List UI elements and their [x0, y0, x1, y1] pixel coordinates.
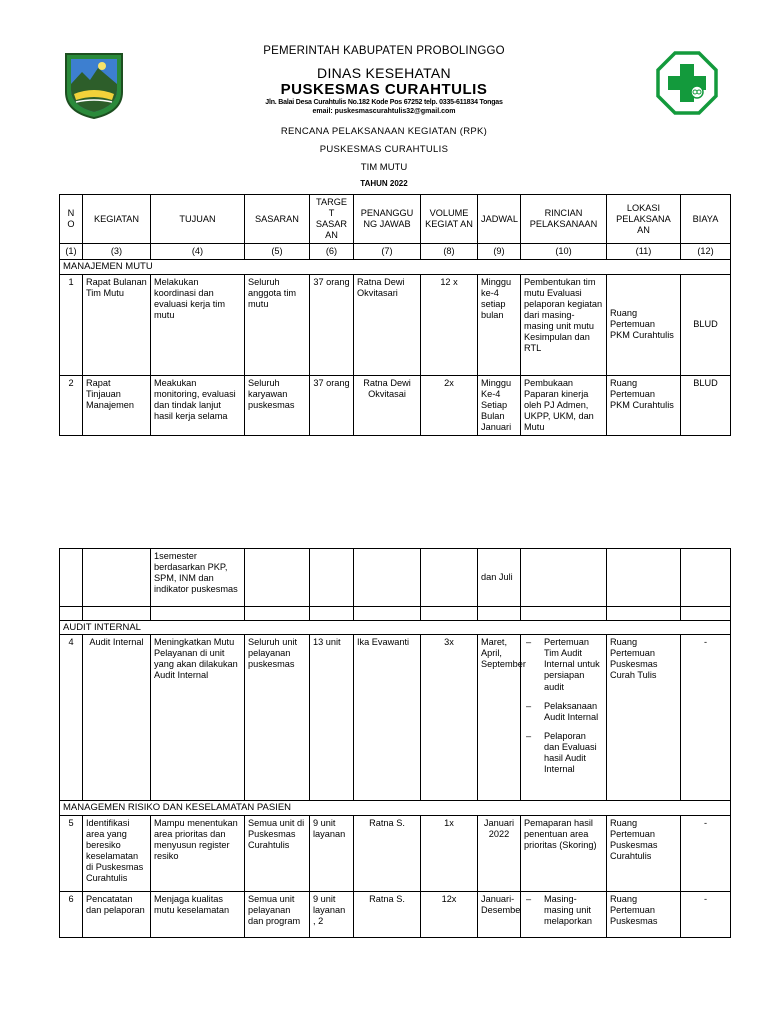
- section-manajemen-mutu: MANAJEMEN MUTU: [60, 260, 731, 274]
- cell-kegiatan: Rapat Tinjauan Manajemen: [83, 375, 151, 435]
- cell-tujuan: Melakukan koordinasi dan evaluasi kerja tim mutu: [151, 274, 245, 375]
- list-item: – Masing-masing unit melaporkan: [524, 894, 603, 927]
- cell-volume: 2x: [421, 375, 478, 435]
- cell-target: 37 orang: [310, 274, 354, 375]
- cell-empty: [354, 549, 421, 607]
- cell-kegiatan: Pencatatan dan pelaporan: [83, 891, 151, 937]
- cell-sasaran: Seluruh anggota tim mutu: [245, 274, 310, 375]
- cell-rincian: [521, 891, 607, 937]
- cell-rincian: Pembentukan tim mutu Evaluasi pelaporan kegiatan dari masing-masing unit mutu Kesimpulan dan RTL: [521, 274, 607, 375]
- colnum: (5): [245, 244, 310, 260]
- cell-empty: [310, 549, 354, 607]
- cell-jadwal: Minggu ke-4 setiap bulan: [478, 274, 521, 375]
- list-item: – Pertemuan Tim Audit Internal untuk persiapan audit: [524, 637, 603, 692]
- doc-subtitle-puskesmas: PUSKESMAS CURAHTULIS: [319, 144, 449, 155]
- cell-tujuan: Menjaga kualitas mutu keselamatan: [151, 891, 245, 937]
- col-no: N O: [60, 195, 83, 244]
- cell-jadwal: Maret, April, September: [478, 635, 521, 801]
- col-lokasi: LOKASI PELAKSANA AN: [607, 195, 681, 244]
- cell-volume: 1x: [421, 815, 478, 891]
- cell-pj: Ratna S.: [354, 815, 421, 891]
- cell-jadwal: Minggu Ke-4 Setiap Bulan Januari: [478, 375, 521, 435]
- doc-subtitle-team: TIM MUTU: [360, 162, 408, 173]
- table-row: [60, 375, 731, 435]
- cell-tujuan: Meningkatkan Mutu Pelayanan di unit yang akan dilakukan Audit Internal: [151, 635, 245, 801]
- cell-no: 1: [60, 274, 83, 375]
- cell-lokasi: Ruang Pertemuan PKM Curahtulis: [607, 274, 681, 375]
- cell-tujuan: 1semester berdasarkan PKP, SPM, INM dan indikator puskesmas: [151, 549, 245, 607]
- table-row: [60, 815, 731, 891]
- cell-biaya: -: [681, 815, 731, 891]
- list-item: – Pelaporan dan Evaluasi hasil Audit Internal: [524, 731, 603, 775]
- cell-sasaran: Semua unit pelayanan dan program: [245, 891, 310, 937]
- cell-tujuan: Meakukan monitoring, evaluasi dan tindak lanjut hasil kerja selama: [151, 375, 245, 435]
- cell-no: 5: [60, 815, 83, 891]
- cell-empty: [607, 549, 681, 607]
- cell-kegiatan: Identifikasi area yang beresiko keselamatan di Puskesmas Curahtulis: [83, 815, 151, 891]
- cell-empty: [521, 549, 607, 607]
- section-row: [60, 260, 731, 274]
- cell-volume: 3x: [421, 635, 478, 801]
- list-item: – Pelaksanaan Audit Internal: [524, 701, 603, 723]
- colnum: (10): [521, 244, 607, 260]
- doc-year: TAHUN 2022: [360, 179, 408, 188]
- cell-volume: 12x: [421, 891, 478, 937]
- col-jadwal: JADWAL: [478, 195, 521, 244]
- cell-empty: [421, 549, 478, 607]
- cell-biaya: -: [681, 635, 731, 801]
- col-target: TARGE T SASAR AN: [310, 195, 354, 244]
- rincian-list: [524, 894, 603, 927]
- colnum: (6): [310, 244, 354, 260]
- cell-jadwal: Januari-Desembe: [478, 891, 521, 937]
- col-penanggung-jawab: PENANGGU NG JAWAB: [354, 195, 421, 244]
- cell-biaya: BLUD: [681, 274, 731, 375]
- cell-biaya: -: [681, 891, 731, 937]
- table-row-empty: [60, 607, 731, 621]
- colnum: (3): [83, 244, 151, 260]
- section-risiko: MANAGEMEN RISIKO DAN KESELAMATAN PASIEN: [60, 801, 731, 815]
- cell-lokasi: Ruang Pertemuan PKM Curahtulis: [607, 375, 681, 435]
- colnum: (8): [421, 244, 478, 260]
- col-sasaran: SASARAN: [245, 195, 310, 244]
- header-line3: PUSKESMAS CURAHTULIS: [280, 81, 488, 98]
- cell-sasaran: Seluruh karyawan puskesmas: [245, 375, 310, 435]
- col-kegiatan: KEGIATAN: [83, 195, 151, 244]
- cell-rincian: Pemaparan hasil penentuan area prioritas (Skoring): [521, 815, 607, 891]
- rpk-table-part1: [59, 194, 731, 436]
- cell-rincian: Pembukaan Paparan kinerja oleh PJ Admen, UKPP, UKM, dan Mutu: [521, 375, 607, 435]
- cell-empty: [245, 549, 310, 607]
- section-row: [60, 621, 731, 635]
- cell-lokasi: Ruang Pertemuan Puskesmas Curahtulis: [607, 815, 681, 891]
- cell-sasaran: Seluruh unit pelayanan puskesmas: [245, 635, 310, 801]
- col-volume: VOLUME KEGIAT AN: [421, 195, 478, 244]
- col-biaya: BIAYA: [681, 195, 731, 244]
- table-row-continuation: [60, 549, 731, 607]
- cell-pj: Ratna Dewi Okvitasai: [354, 375, 421, 435]
- cell-pj: Ratna Dewi Okvitasari: [354, 274, 421, 375]
- cell-empty: [60, 549, 83, 607]
- header-line2: DINAS KESEHATAN: [317, 65, 451, 81]
- cell-jadwal: dan Juli: [478, 549, 521, 607]
- table-header-row: [60, 195, 731, 244]
- cell-kegiatan: Rapat Bulanan Tim Mutu: [83, 274, 151, 375]
- cell-lokasi: Ruang Pertemuan Puskesmas Curah Tulis: [607, 635, 681, 801]
- col-tujuan: TUJUAN: [151, 195, 245, 244]
- cell-no: 2: [60, 375, 83, 435]
- rpk-table-part2: [59, 548, 731, 938]
- doc-title: RENCANA PELAKSANAAN KEGIATAN (RPK): [280, 126, 488, 137]
- cell-target: 9 unit layanan: [310, 815, 354, 891]
- cell-sasaran: Semua unit di Puskesmas Curahtulis: [245, 815, 310, 891]
- cell-biaya: BLUD: [681, 375, 731, 435]
- colnum: (9): [478, 244, 521, 260]
- cell-empty: [681, 549, 731, 607]
- column-number-row: [60, 244, 731, 260]
- cell-no: 4: [60, 635, 83, 801]
- table-row: [60, 891, 731, 937]
- colnum: (12): [681, 244, 731, 260]
- header-email: email: puskesmascurahtulis32@gmail.com: [312, 108, 456, 115]
- colnum: (7): [354, 244, 421, 260]
- header-line1: PEMERINTAH KABUPATEN PROBOLINGGO: [263, 45, 505, 57]
- table-row: [60, 635, 731, 801]
- colnum: (1): [60, 244, 83, 260]
- colnum: (11): [607, 244, 681, 260]
- cell-rincian: [521, 635, 607, 801]
- cell-pj: Ratna S.: [354, 891, 421, 937]
- cell-target: 37 orang: [310, 375, 354, 435]
- table-row: [60, 274, 731, 375]
- cell-tujuan: Mampu menentukan area prioritas dan menyusun register resiko: [151, 815, 245, 891]
- cell-no: 6: [60, 891, 83, 937]
- rincian-list: [524, 637, 603, 774]
- cell-pj: Ika Evawanti: [354, 635, 421, 801]
- colnum: (4): [151, 244, 245, 260]
- cell-jadwal: Januari 2022: [478, 815, 521, 891]
- col-rincian: RINCIAN PELAKSANAAN: [521, 195, 607, 244]
- cell-target: 9 unit layanan , 2: [310, 891, 354, 937]
- header-address: Jln. Balai Desa Curahtulis No.182 Kode Pos 67252 telp. 0335-611834 Tongas: [265, 99, 503, 106]
- section-row: [60, 801, 731, 815]
- cell-kegiatan: Audit Internal: [83, 635, 151, 801]
- cell-target: 13 unit: [310, 635, 354, 801]
- cell-empty: [83, 549, 151, 607]
- cell-lokasi: Ruang Pertemuan Puskesmas: [607, 891, 681, 937]
- section-audit-internal: AUDIT INTERNAL: [60, 621, 731, 635]
- cell-volume: 12 x: [421, 274, 478, 375]
